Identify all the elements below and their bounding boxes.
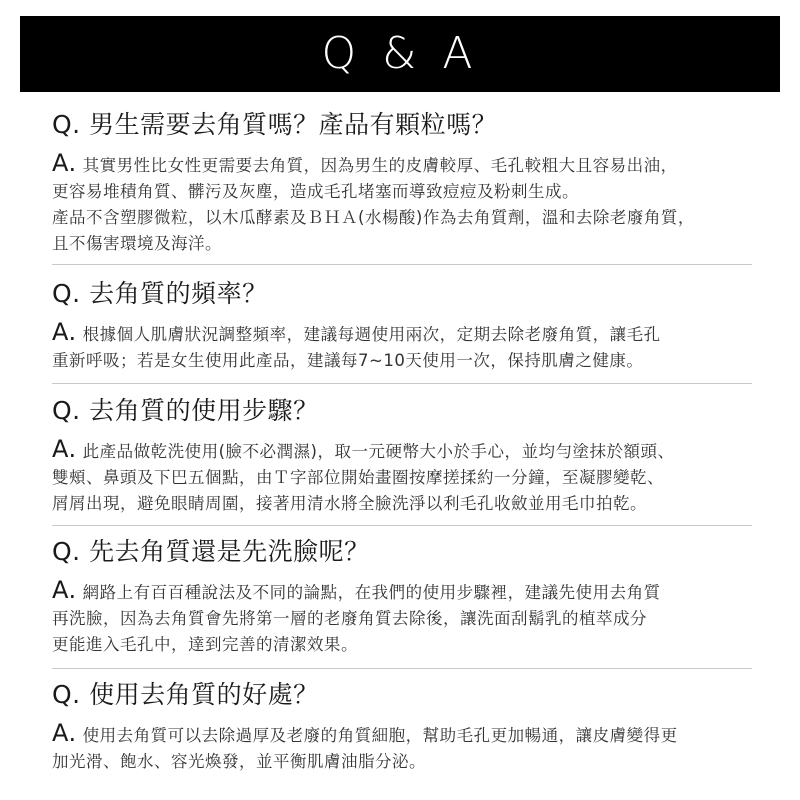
answer-line: 使用去角質可以去除過厚及老廢的角質細胞，幫助毛孔更加暢通，讓皮膚變得更 — [82, 726, 678, 745]
qa-item-3 — [52, 396, 752, 517]
answer-line: 再洗臉，因為去角質會先將第一層的老廢角質去除後，讓洗面刮鬍乳的植萃成分 — [52, 609, 647, 628]
answer-line: 其實男性比女性更需要去角質，因為男生的皮膚較厚、毛孔較粗大且容易出油， — [82, 156, 678, 175]
answer-line: 產品不含塑膠微粒，以木瓜酵素及ＢＨＡ(水楊酸)作為去角質劑，溫和去除老廢角質， — [52, 208, 695, 227]
qa-item-4 — [52, 537, 752, 658]
answer-line: 更容易堆積角質、髒污及灰塵，造成毛孔堵塞而導致痘痘及粉刺生成。 — [52, 182, 579, 201]
answer-line: 更能進入毛孔中，達到完善的清潔效果。 — [52, 635, 358, 654]
answer-line: 網路上有百百種說法及不同的論點，在我們的使用步驟裡，建議先使用去角質 — [82, 583, 661, 602]
question-1: Q. 男生需要去角質嗎？產品有顆粒嗎？ — [52, 110, 498, 139]
answer-mark: A. — [52, 435, 77, 463]
answer-2 — [52, 319, 752, 374]
question-2: Q. 去角質的頻率？ — [52, 279, 268, 308]
answer-line: 根據個人肌膚狀況調整頻率，建議每週使用兩次，定期去除老廢角質，讓毛孔 — [82, 325, 661, 344]
qa-header-banner — [20, 16, 780, 92]
answer-line: 屑屑出現，避免眼睛周圍，接著用清水將全臉洗淨以利毛孔收斂並用毛巾拍乾。 — [52, 494, 647, 513]
answer-mark: A. — [52, 318, 77, 346]
qa-item-1 — [52, 110, 752, 257]
section-divider — [52, 668, 752, 669]
answer-4 — [52, 577, 752, 658]
answer-line: 且不傷害環境及海洋。 — [52, 234, 222, 253]
answer-mark: A. — [52, 719, 77, 747]
answer-3 — [52, 436, 752, 517]
qa-item-5 — [52, 680, 752, 775]
section-divider — [52, 264, 752, 265]
answer-5 — [52, 720, 752, 775]
qa-item-2 — [52, 279, 752, 374]
answer-1 — [52, 150, 752, 257]
answer-mark: A. — [52, 576, 77, 604]
answer-line: 此產品做乾洗使用(臉不必潤濕)，取一元硬幣大小於手心，並均勻塗抹於額頭、 — [82, 442, 675, 461]
section-divider — [52, 525, 752, 526]
question-5: Q. 使用去角質的好處？ — [52, 680, 319, 709]
question-3: Q. 去角質的使用步驟？ — [52, 396, 319, 425]
question-4: Q. 先去角質還是先洗臉呢？ — [52, 537, 370, 566]
answer-line: 雙頰、鼻頭及下巴五個點，由Ｔ字部位開始畫圈按摩搓揉約一分鐘，至凝膠變乾、 — [52, 468, 664, 487]
section-divider — [52, 383, 752, 384]
answer-line: 加光滑、飽水、容光煥發，並平衡肌膚油脂分泌。 — [52, 752, 426, 771]
page-title: Q & A — [321, 28, 479, 79]
answer-line: 重新呼吸；若是女生使用此產品，建議每7~10天使用一次，保持肌膚之健康。 — [52, 351, 644, 370]
answer-mark: A. — [52, 149, 77, 177]
